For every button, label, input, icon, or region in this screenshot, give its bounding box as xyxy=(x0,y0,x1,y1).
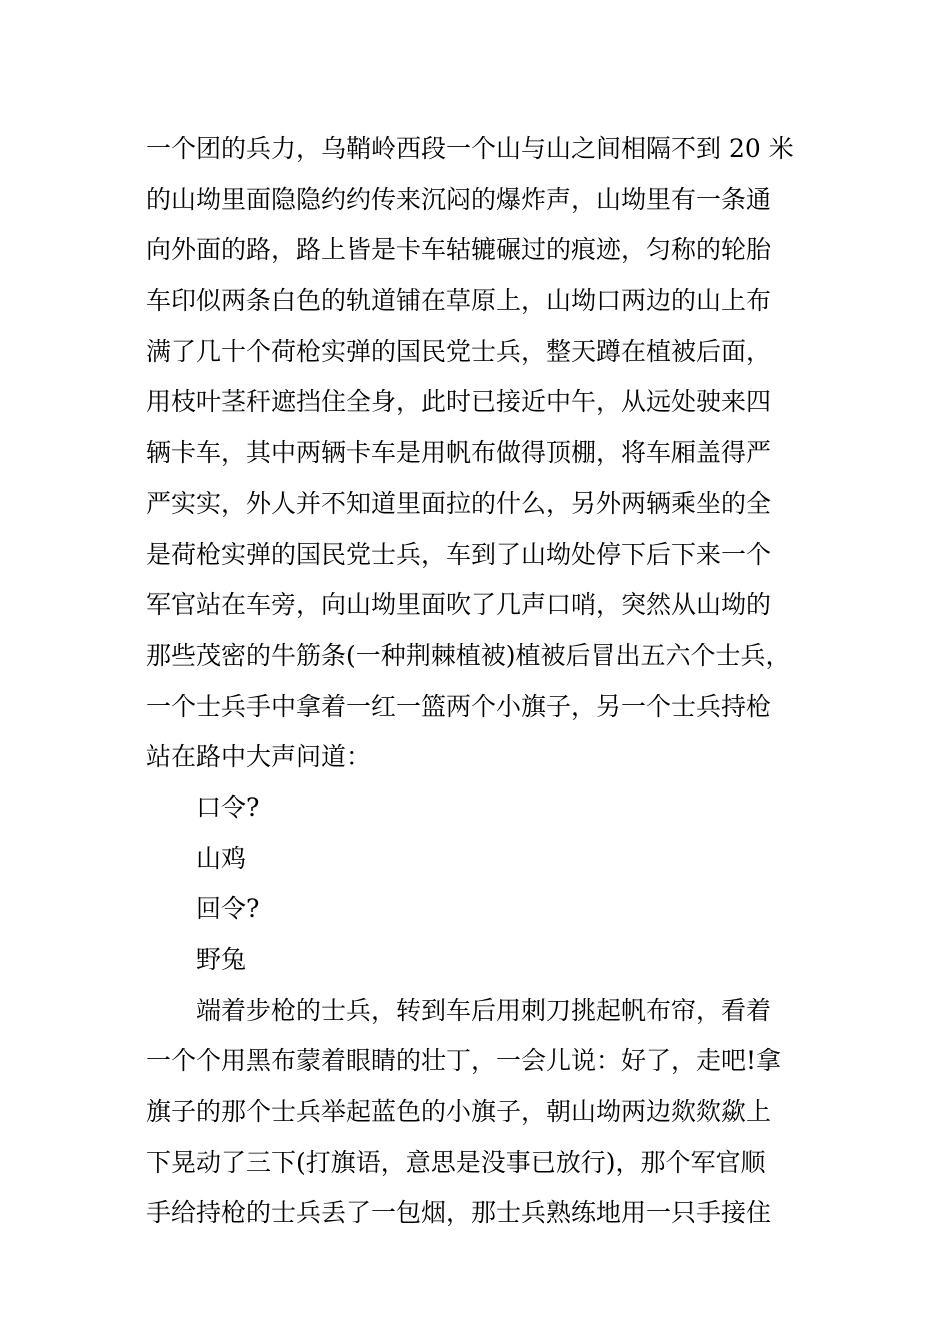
text-line: 旗子的那个士兵举起蓝色的小旗子，朝山坳两边欻欻歘上 xyxy=(146,1097,772,1127)
text-line: 站在路中大声问道： xyxy=(146,742,372,772)
text-line: 一个个用黑布蒙着眼睛的壮丁，一会儿说：好了，走吧!拿 xyxy=(146,1046,782,1076)
text-line: 满了几十个荷枪实弹的国民党士兵，整天蹲在植被后面， xyxy=(146,336,772,366)
text-line: 向外面的路，路上皆是卡车轱辘碾过的痕迹，匀称的轮胎 xyxy=(146,235,772,265)
text-line: 一个团的兵力，乌鞘岭西段一个山与山之间相隔不到 20 米 xyxy=(146,134,794,163)
text-line: 严实实，外人并不知道里面拉的什么，另外两辆乘坐的全 xyxy=(146,488,772,518)
text-line: 的山坳里面隐隐约约传来沉闷的爆炸声，山坳里有一条通 xyxy=(146,184,772,214)
dialogue-line: 山鸡 xyxy=(196,843,247,873)
text-line: 那些茂密的牛筋条(一种荆棘植被)植被后冒出五六个士兵， xyxy=(146,640,791,670)
text-line: 军官站在车旁，向山坳里面吹了几声口哨，突然从山坳的 xyxy=(146,590,772,620)
dialogue-line: 口令? xyxy=(196,792,260,822)
text-line: 手给持枪的士兵丢了一包烟，那士兵熟练地用一只手接住 xyxy=(146,1198,772,1228)
text-line: 一个士兵手中拿着一红一篮两个小旗子，另一个士兵持枪 xyxy=(146,691,772,721)
dialogue-line: 回令? xyxy=(196,894,260,924)
text-line: 辆卡车，其中两辆卡车是用帆布做得顶棚，将车厢盖得严 xyxy=(146,438,772,468)
text-line: 是荷枪实弹的国民党士兵，车到了山坳处停下后下来一个 xyxy=(146,539,772,569)
text-line: 用枝叶茎秆遮挡住全身，此时已接近中午，从远处驶来四 xyxy=(146,387,772,417)
text-line: 下晃动了三下(打旗语，意思是没事已放行)，那个军官顺 xyxy=(146,1147,766,1177)
body-text xyxy=(146,124,818,1239)
text-line: 车印似两条白色的轨道铺在草原上，山坳口两边的山上布 xyxy=(146,286,772,316)
dialogue-line: 野兔 xyxy=(196,945,247,974)
paragraph-start-line: 端着步枪的士兵，转到车后用刺刀挑起帆布帘，看着 xyxy=(196,995,772,1025)
